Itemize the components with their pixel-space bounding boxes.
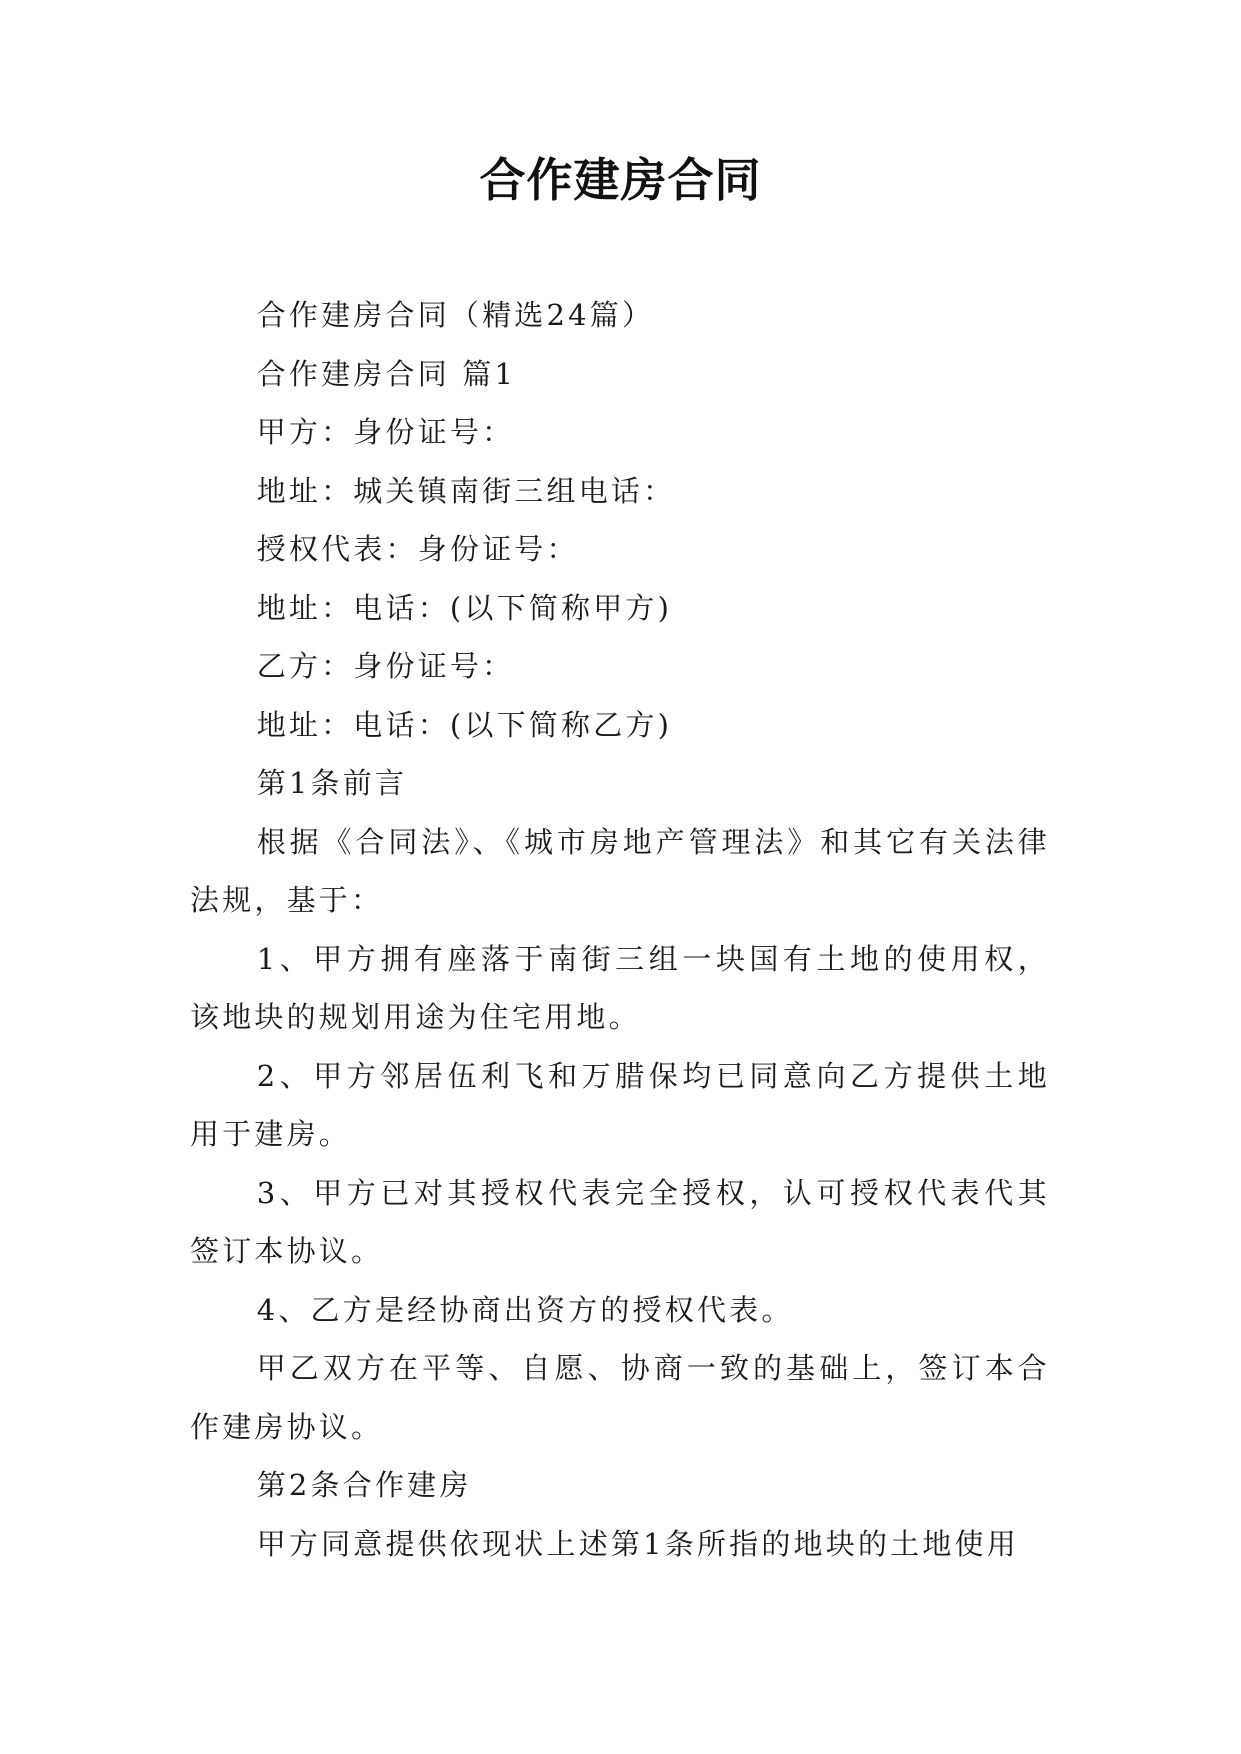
article-2-text: 甲方同意提供依现状上述第1条所指的地块的土地使用 — [256, 1526, 1019, 1561]
party-b-contact-line: 地址：电话：(以下简称乙方) — [256, 707, 673, 742]
article-1-item-4: 4、乙方是经协商出资方的授权代表。 — [256, 1292, 794, 1327]
article-1-agreement: 甲乙双方在平等、自愿、协商一致的基础上，签订本合作建房协议。 — [190, 1351, 1050, 1444]
article-1-heading: 第1条前言 — [256, 766, 408, 800]
party-a-id-line: 甲方：身份证号： — [256, 415, 515, 449]
doc-subtitle: 合作建房合同（精选24篇） — [256, 298, 655, 332]
section-heading: 合作建房合同 篇1 — [256, 356, 517, 391]
article-1-item-1: 1、甲方拥有座落于南街三组一块国有土地的使用权，该地块的规划用途为住宅用地。 — [190, 941, 1050, 1034]
authorized-rep-line: 授权代表：身份证号： — [256, 532, 579, 566]
article-1-intro: 根据《合同法》、《城市房地产管理法》和其它有关法律法规，基于： — [190, 824, 1050, 917]
party-a-contact-line: 地址：电话：(以下简称甲方) — [256, 590, 673, 625]
article-2-heading: 第2条合作建房 — [256, 1468, 472, 1502]
article-1-item-2: 2、甲方邻居伍利飞和万腊保均已同意向乙方提供土地用于建房。 — [190, 1058, 1050, 1151]
document-title: 合作建房合同 — [479, 153, 762, 207]
party-b-id-line: 乙方：身份证号： — [256, 649, 515, 683]
document-body — [190, 286, 1050, 1573]
article-1-item-3: 3、甲方已对其授权代表完全授权，认可授权代表代其签订本协议。 — [190, 1175, 1050, 1268]
party-a-address-line: 地址：城关镇南街三组电话： — [256, 473, 676, 508]
